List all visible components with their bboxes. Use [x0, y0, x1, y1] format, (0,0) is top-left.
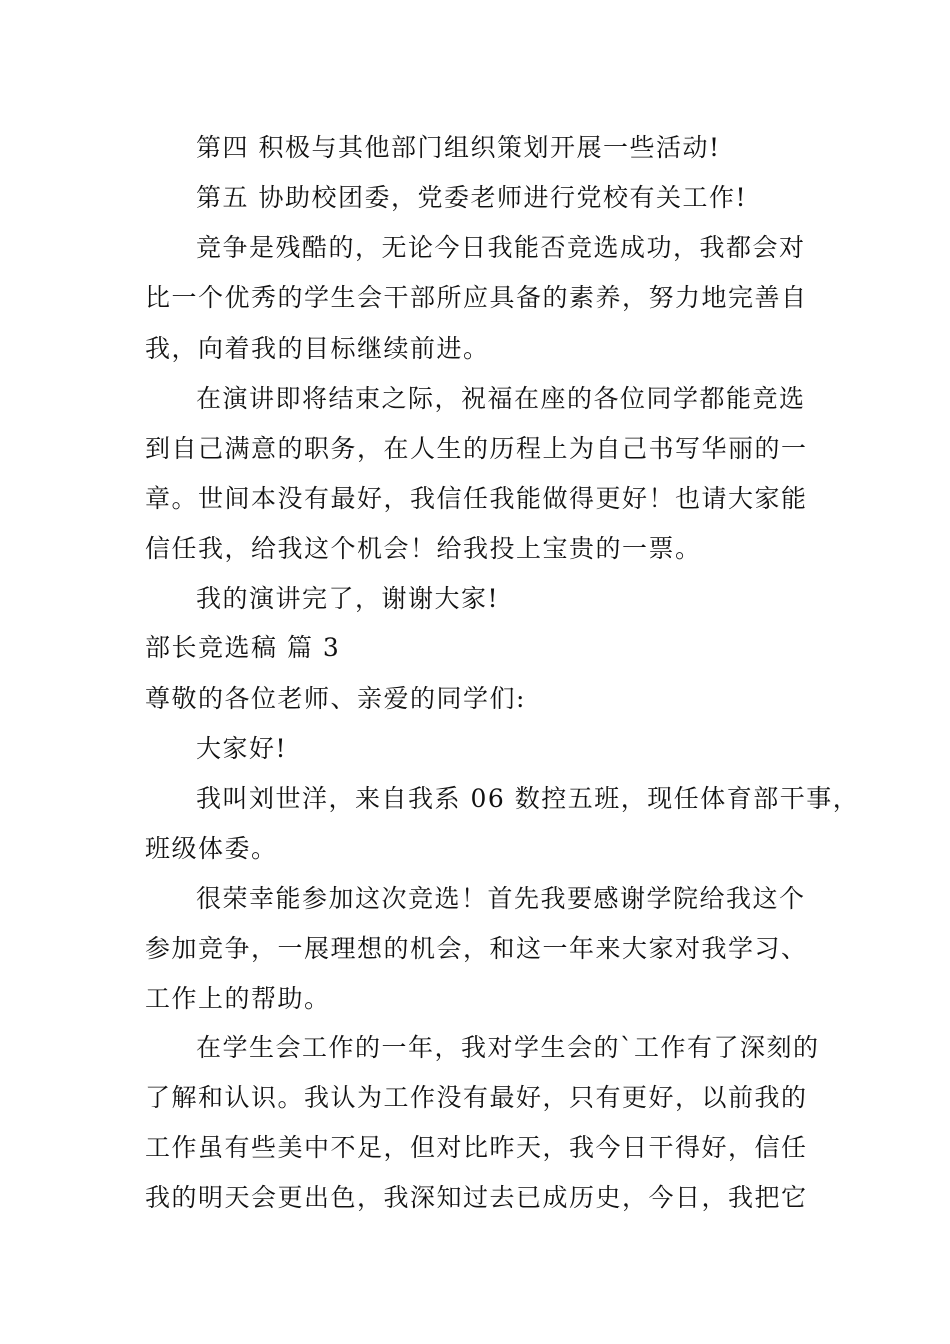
text-line: 了解和认识。我认为工作没有最好，只有更好，以前我的: [145, 1083, 808, 1112]
text-line: 我叫刘世洋，来自我系 06 数控五班，现任体育部干事，: [196, 784, 860, 813]
text-line: 班级体委。: [145, 834, 278, 863]
text-line: 竞争是残酷的，无论今日我能否竞选成功，我都会对: [196, 233, 806, 262]
text-line: 第四 积极与其他部门组织策划开展一些活动!: [196, 133, 721, 162]
greeting: 大家好!: [196, 734, 288, 763]
text-line: 工作虽有些美中不足，但对比昨天，我今日干得好，信任: [145, 1133, 808, 1162]
text-line: 参加竞争，一展理想的机会，和这一年来大家对我学习、: [145, 934, 808, 963]
text-line: 在演讲即将结束之际，祝福在座的各位同学都能竞选: [196, 384, 806, 413]
text-line: 很荣幸能参加这次竞选！首先我要感谢学院给我这个: [196, 884, 806, 913]
text-line: 在学生会工作的一年，我对学生会的`工作有了深刻的: [196, 1033, 820, 1062]
text-line: 我的演讲完了，谢谢大家!: [196, 584, 500, 613]
text-line: 第五 协助校团委，党委老师进行党校有关工作!: [196, 183, 747, 212]
salutation: 尊敬的各位老师、亲爱的同学们:: [145, 684, 526, 713]
text-line: 我的明天会更出色，我深知过去已成历史，今日，我把它: [145, 1183, 808, 1212]
text-line: 工作上的帮助。: [145, 984, 331, 1013]
text-line: 到自己满意的职务，在人生的历程上为自己书写华丽的一: [145, 434, 808, 463]
text-line: 章。世间本没有最好，我信任我能做得更好！也请大家能: [145, 484, 808, 513]
text-line: 比一个优秀的学生会干部所应具备的素养，努力地完善自: [145, 283, 808, 312]
text-line: 我，向着我的目标继续前进。: [145, 334, 490, 363]
text-line: 信任我，给我这个机会！给我投上宝贵的一票。: [145, 534, 702, 563]
section-heading: 部长竞选稿 篇 3: [145, 633, 341, 662]
